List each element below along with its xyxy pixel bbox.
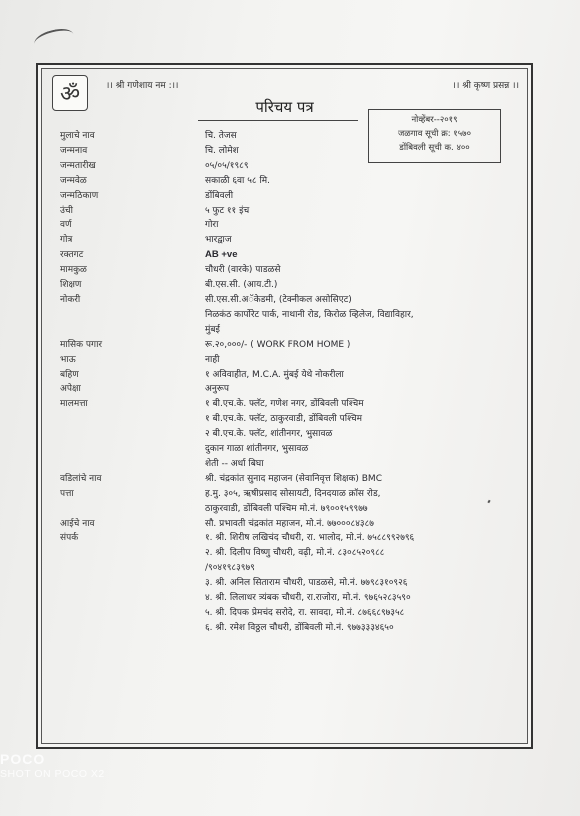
detail-row xyxy=(60,427,530,442)
detail-label: शिक्षण xyxy=(60,280,82,291)
detail-label: जन्मवेळ xyxy=(60,175,87,186)
detail-label xyxy=(60,323,205,338)
detail-label: वडिलांचे नाव xyxy=(60,473,102,484)
detail-value: २. श्री. दिलीप विष्णु चौधरी, वढ़ी, मो.नं. ८३०८५२०९८८ xyxy=(205,548,385,559)
ref-date: नोव्हेंबर--२०१९ xyxy=(411,115,458,125)
detail-value: /९०४१९८३९७९ xyxy=(205,563,255,574)
detail-value: ह.मु. ३०५, ऋषीप्रसाद सोसायटी, दिनदयाळ क्रॉस रोड, xyxy=(205,488,381,499)
detail-row xyxy=(60,248,530,263)
detail-row xyxy=(60,174,530,189)
detail-value: सी.एस.सी.अॅकेडमी, (टेक्नीकल असोसिएट) xyxy=(205,294,352,305)
detail-value: १. श्री. शिरीष लखिचंद चौधरी, रा. भालोद, मो.नं. ७५८८९९२७९६ xyxy=(205,533,415,544)
detail-label xyxy=(60,502,205,517)
detail-row xyxy=(60,397,530,412)
detail-row xyxy=(60,323,530,338)
detail-row xyxy=(60,412,530,427)
detail-row xyxy=(60,487,530,502)
detail-label xyxy=(60,427,205,442)
detail-row xyxy=(60,457,530,472)
detail-value: ५ फुट ११ इंच xyxy=(205,205,250,216)
detail-label: मामकुळ xyxy=(60,265,87,276)
detail-value: मुंबई xyxy=(205,324,220,335)
document-title: परिचय पत्र xyxy=(255,98,314,116)
detail-value: अनुरूप xyxy=(205,384,229,395)
detail-value: दुकान गाळा शांतीनगर, भुसावळ xyxy=(205,444,309,455)
detail-label: मुलाचे नाव xyxy=(60,131,95,141)
detail-value: ६. श्री. रमेश विठ्ठल चौधरी, डोंबिवली मो.नं. ९७७३३३४६५० xyxy=(205,622,394,633)
detail-label: जन्मठिकाण xyxy=(60,190,99,201)
detail-row xyxy=(60,263,530,278)
detail-value: AB +ve xyxy=(205,249,238,261)
detail-label: बहिण xyxy=(60,369,79,380)
detail-row xyxy=(60,218,530,233)
detail-value: सौ. प्रभावती चंद्रकांत महाजन, मो.नं. ७७०००८४३८७ xyxy=(205,518,374,529)
detail-row xyxy=(60,338,530,353)
detail-row xyxy=(60,189,530,204)
detail-value: १ बी.एच.के. फ्लॅट, गणेश नगर, डोंबिवली पश्चिम xyxy=(205,399,364,410)
detail-row xyxy=(60,144,530,159)
detail-value: ५. श्री. दिपक प्रेमचंद सरोदे, रा. सावदा, मो.नं. ८७६६८९७३५८ xyxy=(205,608,405,618)
detail-label: भाऊ xyxy=(60,354,76,365)
detail-row xyxy=(60,561,530,576)
detail-label: आईचे नाव xyxy=(60,518,95,529)
detail-row xyxy=(60,591,530,606)
detail-row xyxy=(60,576,530,591)
detail-value: १ बी.एच.के. फ्लॅट, ठाकुरवाडी, डोंबिवली पश्चिम xyxy=(205,414,362,425)
detail-row xyxy=(60,159,530,174)
detail-value: निळकंठ कार्पोरेट पार्क, नाथानी रोड, किरोळ व्हिलेज, विद्याविहार, xyxy=(205,309,414,320)
detail-value: शेती -- अर्धा बिघा xyxy=(205,458,264,469)
detail-label xyxy=(60,442,205,457)
detail-value: २ बी.एच.के. फ्लॅट, शांतीनगर, भुसावळ xyxy=(205,429,333,440)
title-underline xyxy=(198,120,358,121)
watermark-brand: POCO xyxy=(0,751,46,767)
detail-value: बी.एस.सी. (आय.टी.) xyxy=(205,280,278,291)
details-list xyxy=(60,129,530,636)
detail-row xyxy=(60,204,530,219)
profile-card xyxy=(36,63,533,749)
detail-label: वर्ण xyxy=(60,220,72,231)
detail-label xyxy=(60,576,205,591)
detail-value: रू.२०,०००/- ( WORK FROM HOME ) xyxy=(205,339,351,350)
ref-dombivli-list: डोंबिवली सूची क. ४०० xyxy=(399,143,470,153)
detail-label xyxy=(60,561,205,576)
detail-value: भारद्वाज xyxy=(205,235,232,246)
detail-label: जन्मतारीख xyxy=(60,160,96,171)
detail-value: श्री. चंद्रकांत सुनाद महाजन (सेवानिवृत्त शिक्षक) BMC xyxy=(205,473,382,484)
detail-label xyxy=(60,546,205,561)
detail-label: उंची xyxy=(60,205,73,216)
detail-label: मालमत्ता xyxy=(60,399,88,410)
detail-label xyxy=(60,591,205,606)
detail-row xyxy=(60,382,530,397)
detail-row xyxy=(60,368,530,383)
detail-label: मासिक पगार xyxy=(60,339,103,350)
detail-value: चौधरी (वारके) पाडळसे xyxy=(205,265,281,276)
watermark-caption: SHOT ON POCO X2 xyxy=(0,768,105,780)
ganesha-logo-icon: ॐ xyxy=(52,75,88,111)
detail-row xyxy=(60,621,530,636)
detail-row xyxy=(60,517,530,532)
detail-row xyxy=(60,502,530,517)
detail-label xyxy=(60,457,205,472)
detail-label: संपर्क xyxy=(60,533,79,544)
ref-jalgaon-list: जळगाव सूची क्र: १५७० xyxy=(397,129,471,139)
detail-label xyxy=(60,621,205,636)
detail-label xyxy=(60,412,205,427)
pencil-mark xyxy=(32,25,75,52)
detail-label xyxy=(60,308,205,323)
detail-label: अपेक्षा xyxy=(60,384,81,395)
detail-row xyxy=(60,278,530,293)
detail-value: नाही xyxy=(205,354,220,365)
detail-row xyxy=(60,606,530,621)
detail-value: चि. लोमेश xyxy=(205,145,239,156)
detail-row xyxy=(60,531,530,546)
detail-row xyxy=(60,353,530,368)
detail-row xyxy=(60,308,530,323)
detail-label: जन्मनाव xyxy=(60,145,88,156)
detail-value: गोरा xyxy=(205,220,219,231)
detail-value: ३. श्री. अनिल सिताराम चौधरी, पाडळसे, मो.नं. ७७९८३१०९२६ xyxy=(205,578,408,589)
detail-value: ठाकुरवाडी, डोंबिवली पश्चिम मो.नं. ७९००१५९९७७ xyxy=(205,503,368,514)
detail-row xyxy=(60,233,530,248)
right-greeting: ।। श्री कृष्ण प्रसन्न ।। xyxy=(452,81,519,91)
detail-label: रक्तगट xyxy=(60,250,84,261)
detail-row xyxy=(60,472,530,487)
detail-value: चि. तेजस xyxy=(205,131,237,141)
detail-row xyxy=(60,129,530,144)
left-greeting: ।। श्री गणेशाय नम :।। xyxy=(106,81,179,91)
detail-value: सकाळी ६वा ५८ मि. xyxy=(205,175,271,186)
detail-label: गोत्र xyxy=(60,235,73,246)
detail-value: ०५/०५/१९८९ xyxy=(205,160,249,171)
detail-label xyxy=(60,606,205,621)
detail-value: ४. श्री. लिलाधर त्र्यंबक चौधरी, रा.राजोरा, मो.नं. ९७६५२८३५९० xyxy=(205,593,411,604)
detail-label: नोकरी xyxy=(60,294,81,305)
detail-row xyxy=(60,546,530,561)
detail-row xyxy=(60,293,530,308)
detail-value: १ अविवाहीत, M.C.A. मुंबई येथे नोकरीला xyxy=(205,369,344,380)
detail-label: पत्ता xyxy=(60,488,74,499)
camera-watermark xyxy=(0,752,105,782)
detail-row xyxy=(60,442,530,457)
detail-value: डोंबिवली xyxy=(205,190,234,201)
